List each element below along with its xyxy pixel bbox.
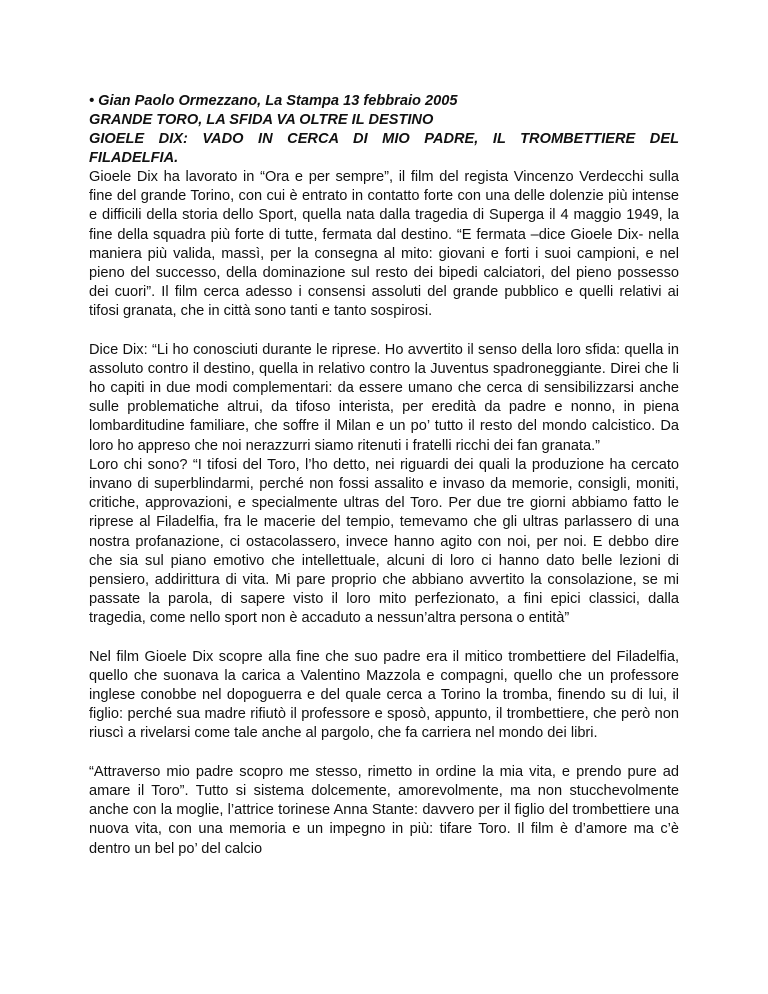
article-header <box>89 92 679 168</box>
paragraph-3: Loro chi sono? “I tifosi del Toro, l’ho detto, nei riguardi dei quali la produzione ha cercato invano di superblindarmi, perché non fossi assalito e invaso da memorie, consigli, moniti, critiche, approvazioni, e specialmente ultras del Toro. Per due tre giorni abbiamo fatto le riprese al Filadelfia, fra le macerie del tempio, temevamo che gli ultras parlassero di una nostra profanazione, ci ostacolassero, invece hanno agito con noi, per noi. E debbo dire che sia sul piano emotivo che intellettuale, alcuni di loro ci hanno dato belle lezioni di pensiero, addirittura di vita. Mi pare proprio che abbiano avvertito la consolazione, se mi passate la parola, di sapere visto il loro mito perfezionato, a fini epici classici, dalla tragedia, come nello sport non è accaduto a nessun’altra persona o entità” <box>89 456 679 627</box>
article-subtitle-line-1: GIOELE DIX: VADO IN CERCA DI MIO PADRE, IL TROMBETTIERE DEL <box>89 131 679 147</box>
article-subtitle-line-2: FILADELFIA. <box>89 150 179 166</box>
paragraph-1: Gioele Dix ha lavorato in “Ora e per sempre”, il film del regista Vincenzo Verdecchi sulla fine del grande Torino, con cui è entrato in contatto forte con una delle dolenzie più intense e difficili della storia dello Sport, quella nata dalla tragedia di Superga il 4 maggio 1949, la fine della squadra più forte di tutte, fermata dal destino. “E fermata –dice Gioele Dix- nella maniera più valida, massì, per la consegna al mito: giovani e forti i suoi campioni, e nel pieno del successo, della dominazione sul resto dei bipedi calciatori, del pieno possesso dei cuori”. Il film cerca adesso i consensi assoluti del grande pubblico e quelli relativi ai tifosi granata, che in città sono tanti e tanto sospirosi. <box>89 169 679 320</box>
article-body <box>89 168 679 859</box>
article-title: GRANDE TORO, LA SFIDA VA OLTRE IL DESTINO <box>89 112 434 128</box>
paragraph-4: Nel film Gioele Dix scopre alla fine che suo padre era il mitico trombettiere del Filadelfia, quello che suonava la carica a Valentino Mazzola e compagni, quello che un professore inglese conobbe nel dopoguerra e del quale cerca a Torino la tromba, finendo su di lui, il figlio: perché sua madre rifiutò il professore e sposò, appunto, il trombettiere, che però non riuscì a rivelarsi come tale anche al pargolo, che fa carriera nel mondo dei libri. <box>89 648 679 742</box>
article-byline: • Gian Paolo Ormezzano, La Stampa 13 febbraio 2005 <box>89 93 458 109</box>
paragraph-2: Dice Dix: “Li ho conosciuti durante le riprese. Ho avvertito il senso della loro sfida: quella in assoluto contro il destino, quella in relativo contro la Juventus spadroneggiante. Direi che li ho capiti in due modi complementari: da essere umano che cerca di sensibilizzarsi anche sulle problematiche altrui, da tifoso interista, per eredità da padre e nonno, in piena lombarditudine familiare, che soffre il Milan e un po’ tutto il resto del mondo calcistico. Da loro ho appreso che noi nerazzurri siamo ritenuti i fratelli ricchi dei fan granata.” <box>89 341 679 454</box>
paragraph-5: “Attraverso mio padre scopro me stesso, rimetto in ordine la mia vita, e prendo pure ad amare il Toro”. Tutto si sistema dolcemente, amorevolmente, ma non stucchevolmente anche con la moglie, l’attrice torinese Anna Stante: davvero per il figlio del trombettiere una nuova vita, con una memoria e un impegno in più: tifare Toro. Il film è d’amore ma c’è dentro un bel po’ del calcio <box>89 763 679 857</box>
